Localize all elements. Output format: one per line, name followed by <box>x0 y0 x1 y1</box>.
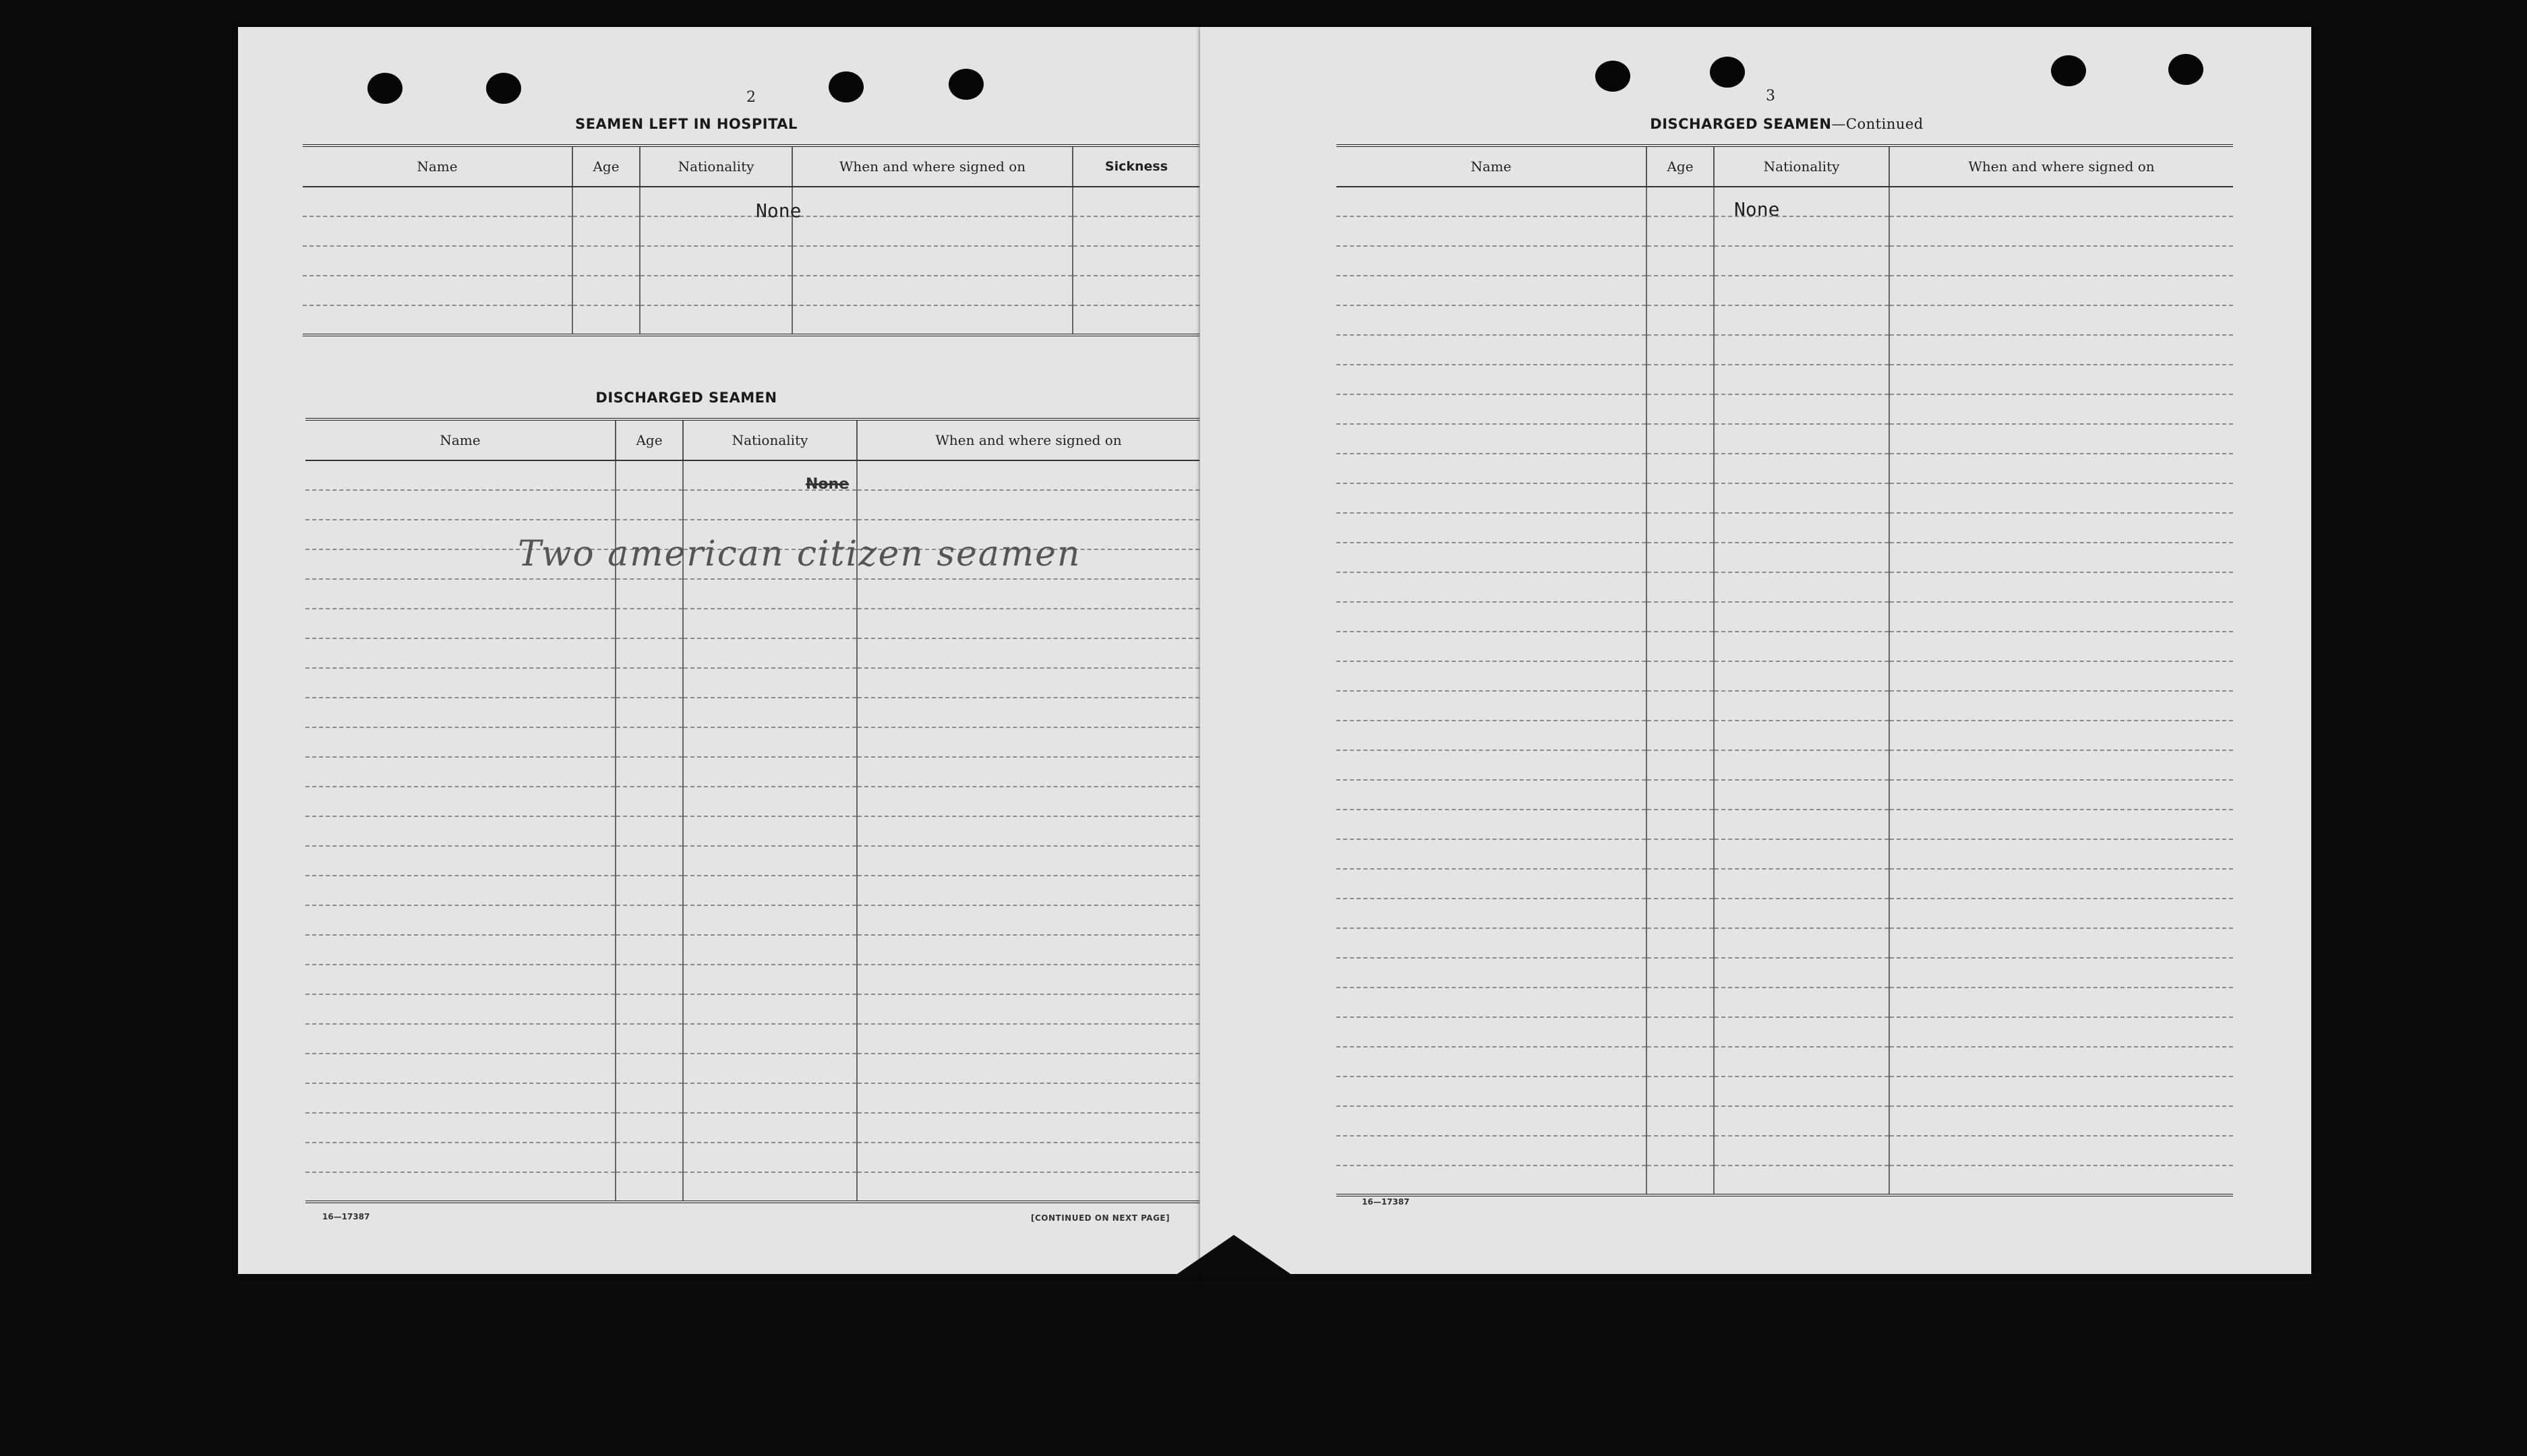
punch-hole <box>1710 57 1745 88</box>
discharged-continued-table <box>1336 144 2233 1196</box>
continued-section-title: DISCHARGED SEAMEN—Continued <box>1650 116 1924 132</box>
punch-hole <box>2168 54 2203 85</box>
struck-none-entry: None <box>806 476 850 493</box>
punch-hole <box>486 73 521 104</box>
column-header-nationality: Nationality <box>1714 146 1889 187</box>
column-header-nationality: Nationality <box>683 419 857 460</box>
form-number: 16—17387 <box>1362 1197 1410 1207</box>
column-header-signed-on: When and where signed on <box>792 146 1073 187</box>
right-page <box>1200 27 2311 1274</box>
column-header-age: Age <box>616 419 683 460</box>
hospital-table <box>303 144 1199 336</box>
column-header-name: Name <box>1336 146 1646 187</box>
left-page <box>238 27 1203 1274</box>
page-number: 3 <box>1766 88 1775 104</box>
column-header-signed-on: When and where signed on <box>1889 146 2233 187</box>
column-header-age: Age <box>1646 146 1714 187</box>
form-number: 16—17387 <box>322 1212 370 1221</box>
page-number: 2 <box>746 89 756 106</box>
column-header-nationality: Nationality <box>640 146 792 187</box>
column-header-sickness: Sickness <box>1073 146 1199 187</box>
punch-hole <box>829 71 864 102</box>
column-header-signed-on: When and where signed on <box>857 419 1199 460</box>
handwritten-note: Two american citizen seamen <box>518 534 1081 574</box>
punch-hole <box>949 69 984 100</box>
column-header-age: Age <box>572 146 640 187</box>
discharged-section-title: DISCHARGED SEAMEN <box>595 390 777 406</box>
column-header-name: Name <box>303 146 572 187</box>
continued-none-entry: None <box>1734 198 1780 220</box>
continued-note: [CONTINUED ON NEXT PAGE] <box>1031 1213 1170 1223</box>
hospital-section-title: SEAMEN LEFT IN HOSPITAL <box>575 116 798 132</box>
punch-hole <box>367 73 403 104</box>
paper-notch <box>1173 1235 1295 1277</box>
punch-hole <box>2051 55 2086 86</box>
hospital-none-entry: None <box>756 200 802 222</box>
punch-hole <box>1595 61 1630 92</box>
column-header-name: Name <box>305 419 616 460</box>
